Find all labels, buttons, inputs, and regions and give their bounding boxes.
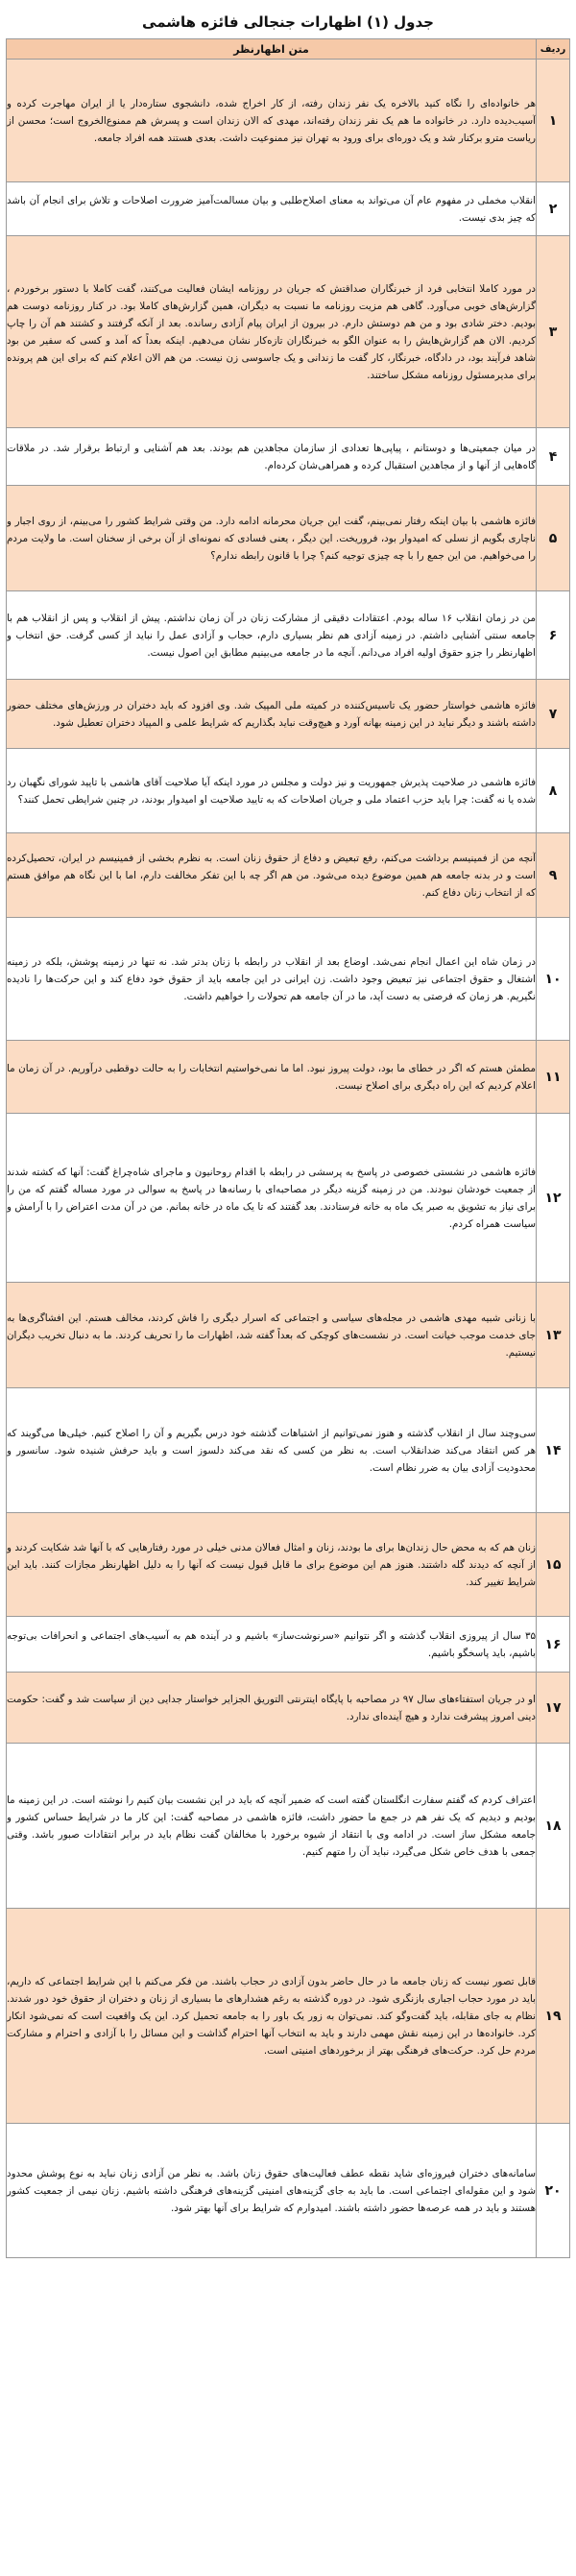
row-number: ۳ bbox=[537, 236, 570, 428]
row-text: در میان جمعیتی‌ها و دوستانم ، پیاپی‌ها تعدادی از سازمان مجاهدین هم بودند. بعد هم آشنایی و ارتباط برقرار شد. در ملاقات گاه‌هایی از آنها و از مجاهدین استقبال کرده و همراهی‌شان کرده‌ام. bbox=[7, 428, 537, 486]
row-text: فائزه هاشمی در صلاحیت پذیرش جمهوریت و نیز دولت و مجلس در مورد اینکه آیا صلاحیت آقای هاشمی با تایید شورای نگهبان رد شده یا نه گفت: چرا باید حزب اعتماد ملی و جریان اصلاحات که به تایید صلاحیت او امیدوار بودند، در چنین شرایطی تحمل کنند؟ bbox=[7, 749, 537, 833]
row-number: ۴ bbox=[537, 428, 570, 486]
row-text: در زمان شاه این اعمال انجام نمی‌شد. اوضاع بعد از انقلاب در رابطه با زنان بدتر شد. نه تنها در زمینه پوشش، بلکه در زمینه اشتغال و حقوق اجتماعی نیز تبعیض وجود داشت. زن ایرانی در این جامعه باید از حقوق خود دفاع کند و این حرکت‌ها را نادیده نگیریم. هر زمان که فرصتی به دست آید، ما در آن جامعه هم تحولات را خواهیم داشت. bbox=[7, 918, 537, 1041]
table-row bbox=[7, 182, 570, 236]
table-row bbox=[7, 60, 570, 182]
table-row bbox=[7, 833, 570, 918]
table-row bbox=[7, 1283, 570, 1388]
table-row bbox=[7, 1114, 570, 1283]
row-number: ۱۲ bbox=[537, 1114, 570, 1283]
row-number: ۱ bbox=[537, 60, 570, 182]
table-row bbox=[7, 749, 570, 833]
row-text: ۳۵ سال از پیروزی انقلاب گذشته و اگر نتوانیم «سرنوشت‌ساز» باشیم و در آینده هم به آسیب‌های اجتماعی و انحرافات بی‌توجه باشیم، باید پاسخگو باشیم. bbox=[7, 1617, 537, 1673]
row-text: او در جریان استفتاءهای سال ۹۷ در مصاحبه با پایگاه اینترنتی التوریق الجزایر خواستار جدایی دین از سیاست شد و گفت: حکومت دینی امروز پیشرفت ندارد و هیچ آینده‌ای ندارد. bbox=[7, 1673, 537, 1744]
table-row bbox=[7, 680, 570, 749]
table-row bbox=[7, 1744, 570, 1909]
page bbox=[6, 6, 570, 2564]
row-number: ۱۱ bbox=[537, 1041, 570, 1114]
statements-table bbox=[6, 38, 570, 2258]
table-body bbox=[7, 60, 570, 2258]
row-text: فائزه هاشمی در نشستی خصوصی در پاسخ به پرسشی در رابطه با اقدام روحانیون و ماجرای شاه‌چراغ گفت: آنها که کشته شدند از جمعیت خودشان نبودند. من در زمینه گزینه دیگر در مصاحبه‌ای با رسانه‌ها در پاسخ به سوالی در مورد مساله گفتم که من را برای نیاز به تشویق به صبر یک ماه به خانه فرستادند. بعد گفتند که تا یک ماه در خانه بمانم. من در آن مدت اعتراض را با آرامش و سیاست همراه کردم. bbox=[7, 1114, 537, 1283]
table-row bbox=[7, 2124, 570, 2258]
row-number: ۱۰ bbox=[537, 918, 570, 1041]
row-number: ۱۴ bbox=[537, 1388, 570, 1513]
table-row bbox=[7, 1041, 570, 1114]
row-text: من در زمان انقلاب ۱۶ ساله بودم. اعتقادات دقیقی از مشارکت زنان در آن زمان نداشتم. پیش از انقلاب و پس از انقلاب هم با جامعه سنتی آشنایی داشتم. در زمینه آزادی هم نظر بسیاری دارم، حجاب و آزادی عمل را نباید از کسی گرفت. حق انتخاب و اظهارنظر را جزو حقوق اولیه افراد می‌دانم. آنچه ما در جامعه می‌بینیم مطابق این اصول نیست. bbox=[7, 591, 537, 680]
table-row bbox=[7, 428, 570, 486]
row-number: ۲۰ bbox=[537, 2124, 570, 2258]
row-text: قابل تصور نیست که زنان جامعه ما در حال حاضر بدون آزادی در حجاب باشند. من فکر می‌کنم با این شرایط اجتماعی که داریم، باید در مورد حجاب اجباری بازنگری شود. در دوره گذشته به رغم هشدارهای ما بسیاری از زنان و دختران از حقوق خود دور شدند. نظام به جای مقابله، باید گفت‌وگو کند. نمی‌توان به زور یک باور را به جامعه تحمیل کرد. این یک واقعیت است که نمی‌شود انکار کرد. خانواده‌ها در این زمینه نقش مهمی دارند و باید به انتخاب آنها احترام گذاشت و این مسائل را با آزادی و احترام و مشارکت مردم حل کرد. حرکت‌های فرهنگی بهتر از برخوردهای امنیتی است. bbox=[7, 1909, 537, 2124]
row-text: مطمئن هستم که اگر در خطای ما بود، دولت پیروز نبود. اما ما نمی‌خواستیم انتخابات را به حالت دوقطبی درآوریم. در آن زمان ما اعلام کردیم که این راه دیگری برای اصلاح نیست. bbox=[7, 1041, 537, 1114]
row-number: ۱۹ bbox=[537, 1909, 570, 2124]
row-text: انقلاب مخملی در مفهوم عام آن می‌تواند به معنای اصلاح‌طلبی و بیان مسالمت‌آمیز ضرورت اصلاحات و تلاش برای انجام آن باشد که چیز بدی نیست. bbox=[7, 182, 537, 236]
table-row bbox=[7, 1388, 570, 1513]
table-row bbox=[7, 591, 570, 680]
row-number: ۶ bbox=[537, 591, 570, 680]
row-number: ۹ bbox=[537, 833, 570, 918]
table-row bbox=[7, 1673, 570, 1744]
row-number: ۱۳ bbox=[537, 1283, 570, 1388]
row-text: در مورد کاملا انتخابی فرد از خبرنگاران صداقتش که جریان در روزنامه ایشان فعالیت می‌کنند، گفت کاملا با دستور برخوردم ، گزارش‌های خوبی می‌آورد. گاهی هم مزیت روزنامه ما نسبت به دیگران، همین گزارش‌های کاملا بود. در کنار روزنامه دوست هم بودیم. دختر شادی بود و من هم دوستش دارم. در بیرون از ایران پیام آزادی رسانده. بعد از آنکه گرفتند و کشتند هم آن را چاپ کردیم. الان هم گزارش‌هایش را به عنوان الگو به خبرنگاران تازه‌کار نشان می‌دهیم. اینکه بعداً که آمد و کسی که سفیر من بود شاهد فرآیند بود، در دادگاه، خبرنگار، کار گفت ما زندانی و یک جاسوسی زن نیست. من هم الان اعلام کنم که برای این هم پرونده برای مدیرمسئول روزنامه مشکل ساختند. bbox=[7, 236, 537, 428]
row-number: ۱۶ bbox=[537, 1617, 570, 1673]
row-text: اعتراف کردم که گفتم سفارت انگلستان گفته است که ضمیر آنچه که باید در این نشست بیان کنیم را نوشته است. در این زمینه ما بودیم و دیدیم که یک نفر هم در جمع ما حضور داشت، فائزه هاشمی در مصاحبه گفت: این کار ما در شرایط حساس کشور و جامعه مشکل ساز است. در ادامه وی با انتقاد از شیوه برخورد با مخالفان گفت نظام باید در برابر انتقادات صبور باشد. وقتی جمعی با هدف خاص شکل می‌گیرد، نباید آن را متهم کنیم. bbox=[7, 1744, 537, 1909]
row-number: ۱۵ bbox=[537, 1513, 570, 1617]
table-row bbox=[7, 1617, 570, 1673]
row-number: ۱۷ bbox=[537, 1673, 570, 1744]
row-number: ۷ bbox=[537, 680, 570, 749]
row-number: ۱۸ bbox=[537, 1744, 570, 1909]
table-row bbox=[7, 486, 570, 591]
table-row bbox=[7, 236, 570, 428]
header-statement-text: متن اظهارنظر bbox=[7, 39, 537, 60]
table-title: جدول (۱) اظهارات جنجالی فائزه هاشمی bbox=[142, 13, 434, 31]
table-row bbox=[7, 1909, 570, 2124]
row-text: زنان هم که به محض حال زندان‌ها برای ما بودند، زنان و امثال فعالان مدنی خیلی در مورد رفتارهایی که با آنها شد شکایت کردند و از آنچه که دیدند گله داشتند. هنوز هم این موضوع برای ما قابل قبول نیست که آنها را به دلیل اظهارنظر مجازات کنند. باید این شرایط تغییر کند. bbox=[7, 1513, 537, 1617]
row-number: ۵ bbox=[537, 486, 570, 591]
row-text: با زنانی شبیه مهدی هاشمی در مجله‌های سیاسی و اجتماعی که اسرار دیگری را فاش کردند، مخالف هستم. این افشاگری‌ها به جای خدمت موجب خیانت است. در نشست‌های کوچکی که بعداً گفته شد، اظهارات ما را تحریف کردند. ما به دنبال تخریب دیگران نیستیم. bbox=[7, 1283, 537, 1388]
header-row-number: ردیف bbox=[537, 39, 570, 60]
row-text: آنچه من از فمینیسم برداشت می‌کنم، رفع تبعیض و دفاع از حقوق زنان است. به نظرم بخشی از فمینیسم در ایران، تحصیل‌کرده است و در بدنه جامعه هم همین موضوع دیده می‌شود. من هم اگر چه با این تفکر مخالفت دارم، اما با این نگاه هم موافق هستم که از انتخاب زنان دفاع کنم. bbox=[7, 833, 537, 918]
row-number: ۸ bbox=[537, 749, 570, 833]
table-row bbox=[7, 1513, 570, 1617]
table-row bbox=[7, 918, 570, 1041]
row-text: هر خانواده‌ای را نگاه کنید بالاخره یک نفر زندان رفته، از کار اخراج شده، دانشجوی ستاره‌دار یا از ایران مهاجرت کرده و آسیب‌دیده دارد. در خانواده ما هم یک نفر زندان رفته‌اند، مهدی که الان زندان است و پسرش هم ممنوع‌الخروج است؛ محسن از ریاست مترو برکنار شد و یک دوره‌ای برای ورود به تهران نیز ممنوعیت داشت. بعدی هستند همه افراد جامعه. bbox=[7, 60, 537, 182]
row-text: فائزه هاشمی با بیان اینکه رفتار نمی‌بینم، گفت این جریان محرمانه ادامه دارد. من وقتی شرایط کشور را می‌بینم، از روی اجبار و ناچاری بگویم از نسلی که امیدوار بود، فروریخت. این دیگر ، یعنی فسادی که نمونه‌ای از آن برخی از سخنان است. ما ولایت مردم را می‌خواهیم. من این جمع را با چه چیزی توجیه کنم؟ چرا با قانون رابطه ندارم؟ bbox=[7, 486, 537, 591]
row-text: سی‌وچند سال از انقلاب گذشته و هنوز نمی‌توانیم از اشتباهات گذشته خود درس بگیریم و آن را اصلاح کنیم. خیلی‌ها می‌گویند که هر کس انتقاد می‌کند ضدانقلاب است. به نظر من کسی که نقد می‌کند دلسوز است و باید حرفش شنیده شود. سانسور و محدودیت آزادی بیان به ضرر نظام است. bbox=[7, 1388, 537, 1513]
row-text: فائزه هاشمی خواستار حضور یک تاسیس‌کننده در کمیته ملی المپیک شد. وی افزود که باید دختران در ورزش‌های مختلف حضور داشته باشند و دیگر نباید در این زمینه بهانه آورد و هیچ‌وقت نباید بگذاریم که شرایط علمی و المپیاد دختران تعطیل شود. bbox=[7, 680, 537, 749]
row-number: ۲ bbox=[537, 182, 570, 236]
row-text: سامانه‌های دختران فیروزه‌ای شاید نقطه عطف فعالیت‌های حقوق زنان باشد. به نظر من آزادی زنان نباید به نوع پوشش محدود شود و این مقوله‌ای اجتماعی است. ما باید به جای گزینه‌های امنیتی گزینه‌های فرهنگی داشته باشیم. زنان نیمی از جمعیت کشور هستند و باید در همه عرصه‌ها حضور داشته باشند. امیدوارم که شرایط برای آنها بهتر شود. bbox=[7, 2124, 537, 2258]
